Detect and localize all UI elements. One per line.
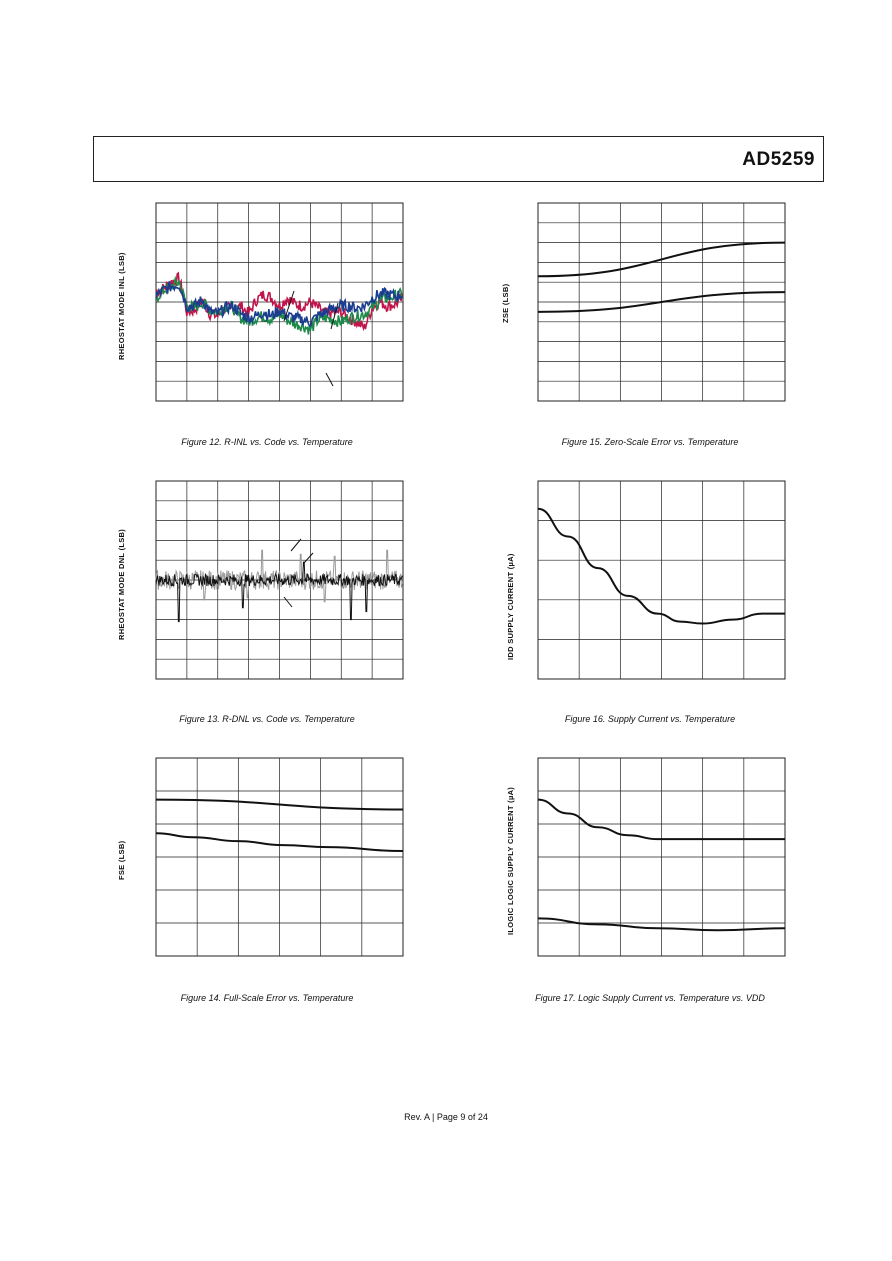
y-axis-label-fig16: IDD SUPPLY CURRENT (µA) [506,553,515,660]
part-number: AD5259 [742,149,815,170]
annotation-arrow [291,539,301,551]
series-line-red [156,273,402,329]
plot-fig17 [538,758,785,956]
caption-fig17: Figure 17. Logic Supply Current vs. Temperature vs. VDD [535,993,765,1003]
chart-fig17 [538,758,785,956]
chart-fig13 [156,481,403,679]
plot-fig15 [538,203,785,401]
plot-fig16 [538,481,785,679]
y-axis-label-fig13: RHEOSTAT MODE DNL (LSB) [117,528,126,640]
plot-fig13 [156,481,403,679]
y-axis-label-fig15: ZSE (LSB) [501,283,510,323]
header-box [93,136,824,182]
y-axis-label-fig14: FSE (LSB) [117,840,126,880]
chart-fig16 [538,481,785,679]
caption-fig13: Figure 13. R-DNL vs. Code vs. Temperature [179,714,355,724]
caption-fig12: Figure 12. R-INL vs. Code vs. Temperature [181,437,353,447]
plot-fig14 [156,758,403,956]
page-footer: Rev. A | Page 9 of 24 [404,1112,488,1122]
caption-fig16: Figure 16. Supply Current vs. Temperature [564,714,736,724]
annotation-arrow [326,373,333,386]
series-line-black [156,562,402,621]
plot-fig12 [156,203,403,401]
annotation-arrow [304,553,313,563]
y-axis-label-fig17: ILOGIC LOGIC SUPPLY CURRENT (µA) [506,786,515,935]
chart-fig15 [538,203,785,401]
y-axis-label-fig12: RHEOSTAT MODE INL (LSB) [117,252,126,360]
chart-fig12 [156,203,403,401]
annotation-arrow [284,597,292,607]
caption-fig15: Figure 15. Zero-Scale Error vs. Temperature [561,437,739,447]
chart-fig14 [156,758,403,956]
caption-fig14: Figure 14. Full-Scale Error vs. Temperature [180,993,354,1003]
